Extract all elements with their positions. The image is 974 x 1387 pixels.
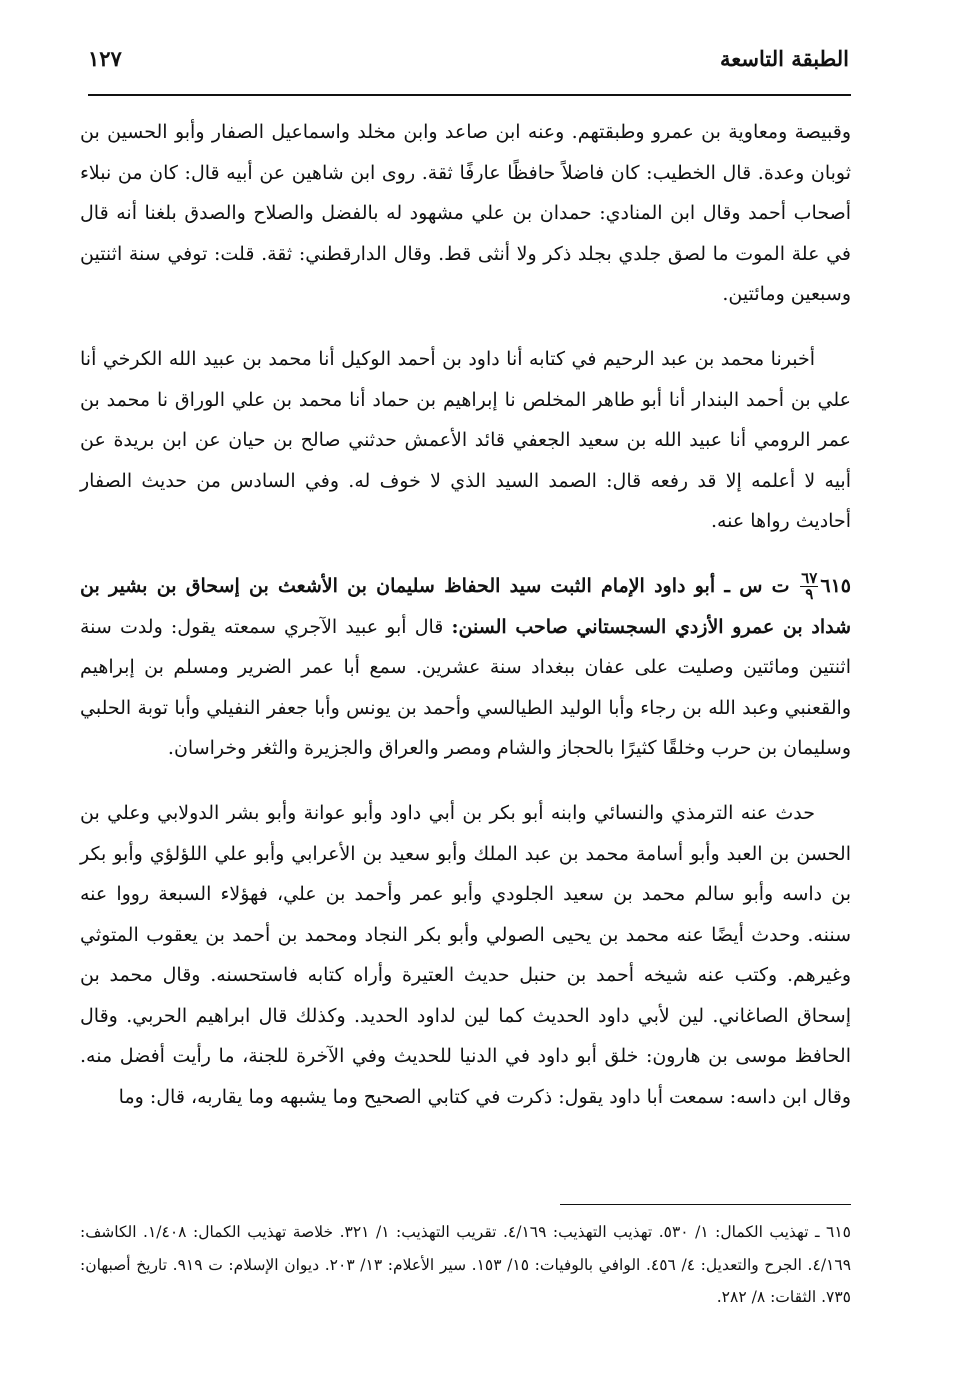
entry-heading: ت س ـ أبو داود الإمام الثبت سيد الحفاظ سليمان بن الأشعث بن إسحاق بن بشير بن شداد بن عمرو الأزدي السجستاني صاحب السنن: <box>80 574 851 638</box>
entry-ratio-numerator: ٦٧ <box>801 569 818 588</box>
entry-text: قال أبو عبيد الآجري سمعته يقول: ولدت سنة اثنتين ومائتين وصليت على عفان ببغداد سنة عشرين. سمع أبا عمر الضرير ومسلم بن إبراهيم والقعنبي وعبد الله بن رجاء وأبا الوليد الطيالسي وأحمد بن يونس وأبا جعفر النفيلي وأبا توبة الحلبي وسليمان بن حرب وخلقًا كثيرًا بالحجاز والشام ومصر والعراق والجزيرة والثغر وخراسان. <box>80 615 851 760</box>
footnotes <box>80 1216 851 1314</box>
entry-ratio <box>800 571 818 602</box>
page-number: ١٢٧ <box>88 46 122 71</box>
entry-ratio-denominator: ٩ <box>805 585 814 604</box>
entry-paragraph <box>80 566 851 769</box>
footnote-615: ٦١٥ ـ تهذيب الكمال: ١/ ٥٣٠. تهذيب التهذيب: ٤/١٦٩. تقريب التهذيب: ١/ ٣٢١. خلاصة تهذيب الكمال: ١/٤٠٨. الكاشف: ٤/١٦٩. الجرح والتعديل: ٤/ ٤٥٦. الوافي بالوفيات: ١٥/ ١٥٣. سير الأعلام: ١٣/ ٢٠٣. ديوان الإسلام: ت ٩١٩. تاريخ أصبهان: ٧٣٥. الثقات: ٨/ ٢٨٢. <box>80 1223 852 1306</box>
paragraph-isnad: أخبرنا محمد بن عبد الرحيم في كتابه أنا داود بن أحمد الوكيل أنا محمد بن عبيد الله الكرخي أنا علي بن أحمد البندار أنا أبو طاهر المخلص نا إبراهيم بن حماد أنا محمد بن علي الوراق نا محمد بن عمر الرومي أنا عبيد الله بن سعيد الجعفي قائد الأعمش حدثني صالح بن حيان عن ابن بريدة عن أبيه لا أعلمه إلا قد رفعه قال: الصمد السيد الذي لا خوف له. وفي السادس من حديث الصفار أحاديث رواها عنه. <box>80 347 851 533</box>
running-header-title: الطبقة التاسعة <box>720 46 849 71</box>
entry-number: ٦١٥ <box>820 574 851 597</box>
footnote-divider <box>560 1204 851 1205</box>
header-divider <box>88 94 851 96</box>
paragraph-students: حدث عنه الترمذي والنسائي وابنه أبو بكر بن أبي داود وأبو عوانة وأبو بشر الدولابي وعلي بن الحسن بن العبد وأبو أسامة محمد بن عبد الملك وأبو سعيد بن الأعرابي وأبو علي اللؤلؤي وأبو بكر بن داسه وأبو سالم محمد بن سعيد الجلودي وأبو عمر وأحمد بن علي، فهؤلاء السبعة رووا عنه سننه. وحدث أيضًا عنه محمد بن يحيى الصولي وأبو بكر النجاد ومحمد بن أحمد بن يعقوب المتوثي وغيرهم. وكتب عنه شيخه أحمد بن حنبل حديث العتيرة وأراه كتابه فاستحسنه. وقال محمد بن إسحاق الصاغاني. لين لأبي داود الحديث كما لين لداود الحديد. وكذلك قال ابراهيم الحربي. وقال الحافظ موسى بن هارون: خلق أبو داود في الدنيا للحديث وفي الآخرة للجنة، ما رأيت أفضل منه. وقال ابن داسه: سمعت أبا داود يقول: ذكرت في كتابي الصحيح وما يشبهه وما يقاربه، قال: وما <box>80 801 851 1109</box>
main-text <box>80 112 851 1142</box>
paragraph-continuation: وقبيصة ومعاوية بن عمرو وطبقتهم. وعنه ابن صاعد وابن مخلد واسماعيل الصفار وأبو الحسين بن ثوبان وعدة. قال الخطيب: كان فاضلاً حافظًا عارفًا ثقة. روى ابن شاهين عن أبيه قال: كان من نبلاء أصحاب أحمد وقال ابن المنادي: حمدان بن علي مشهود له بالفضل والصلاح والصدق بلغنا أنه قال في علة الموت ما لصق جلدي بجلد ذكر ولا أنثى قط. وقال الدارقطني: ثقة. قلت: توفي سنة اثنتين وسبعين ومائتين. <box>80 121 851 306</box>
